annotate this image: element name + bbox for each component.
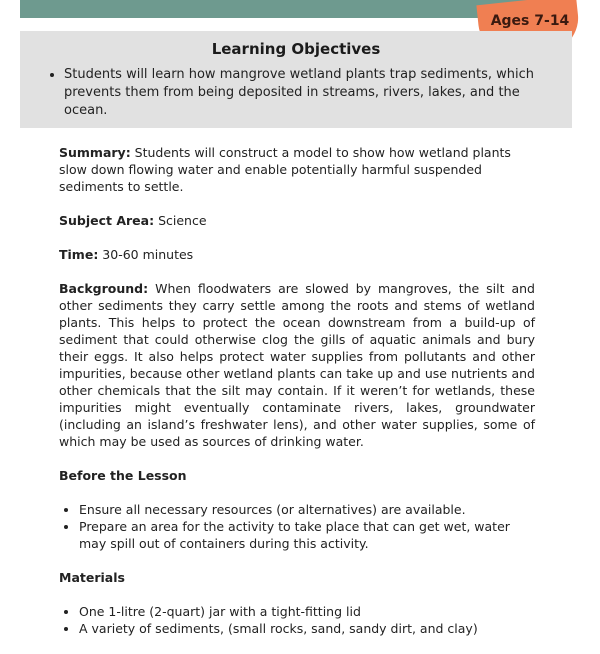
before-lesson-heading: Before the Lesson [59,468,187,483]
lesson-content [59,144,535,654]
time-text: 30-60 minutes [98,247,194,262]
time-label: Time: [59,247,99,262]
before-lesson-list [59,501,535,552]
subject-area-label: Subject Area: [59,213,155,228]
materials-list [59,603,535,637]
background-paragraph [59,280,535,450]
learning-objectives-list [46,66,564,120]
background-label: Background: [59,281,149,296]
summary-text: Students will construct a model to show how wetland plants slow down flowing water and enable potentially harmful suspended sediments to settle. [59,145,511,194]
summary-label: Summary: [59,145,131,160]
list-item: • A variety of sediments, (small rocks, sand, sandy dirt, and clay) [79,620,535,637]
background-text: When floodwaters are slowed by mangroves, the silt and other sediments they carry settle among the roots and stems of wetland plants. This helps to protect the ocean downstream from a build-up of sediment that could otherwise clog the gills of aquatic animals and bury their eggs. It also helps protect water supplies from pollutants and other impurities, because other wetland plants can take up and use nutrients and other chemicals that the silt may contain. If it weren’t for wetlands, these impurities might eventually contaminate rivers, lakes, groundwater (including an island’s freshwater lens), and other water supplies, some of which may be used as sources of drinking water. [59,281,535,449]
materials-heading: Materials [59,570,125,585]
subject-area-text: Science [154,213,207,228]
age-badge-label: Ages 7-14 [490,13,570,29]
objective-item: • Students will learn how mangrove wetland plants trap sediments, which prevents them from being deposited in streams, rivers, lakes, and the ocean. [64,66,564,120]
summary-paragraph [59,144,535,195]
list-item: • Ensure all necessary resources (or alternatives) are available. [79,501,535,518]
time-paragraph [59,246,535,263]
list-item: • Prepare an area for the activity to take place that can get wet, water may spill out of containers during this activity. [79,518,535,552]
list-item: • One 1-litre (2-quart) jar with a tight-fitting lid [79,603,535,620]
learning-objectives-title: Learning Objectives [211,40,381,58]
subject-area-paragraph [59,212,535,229]
